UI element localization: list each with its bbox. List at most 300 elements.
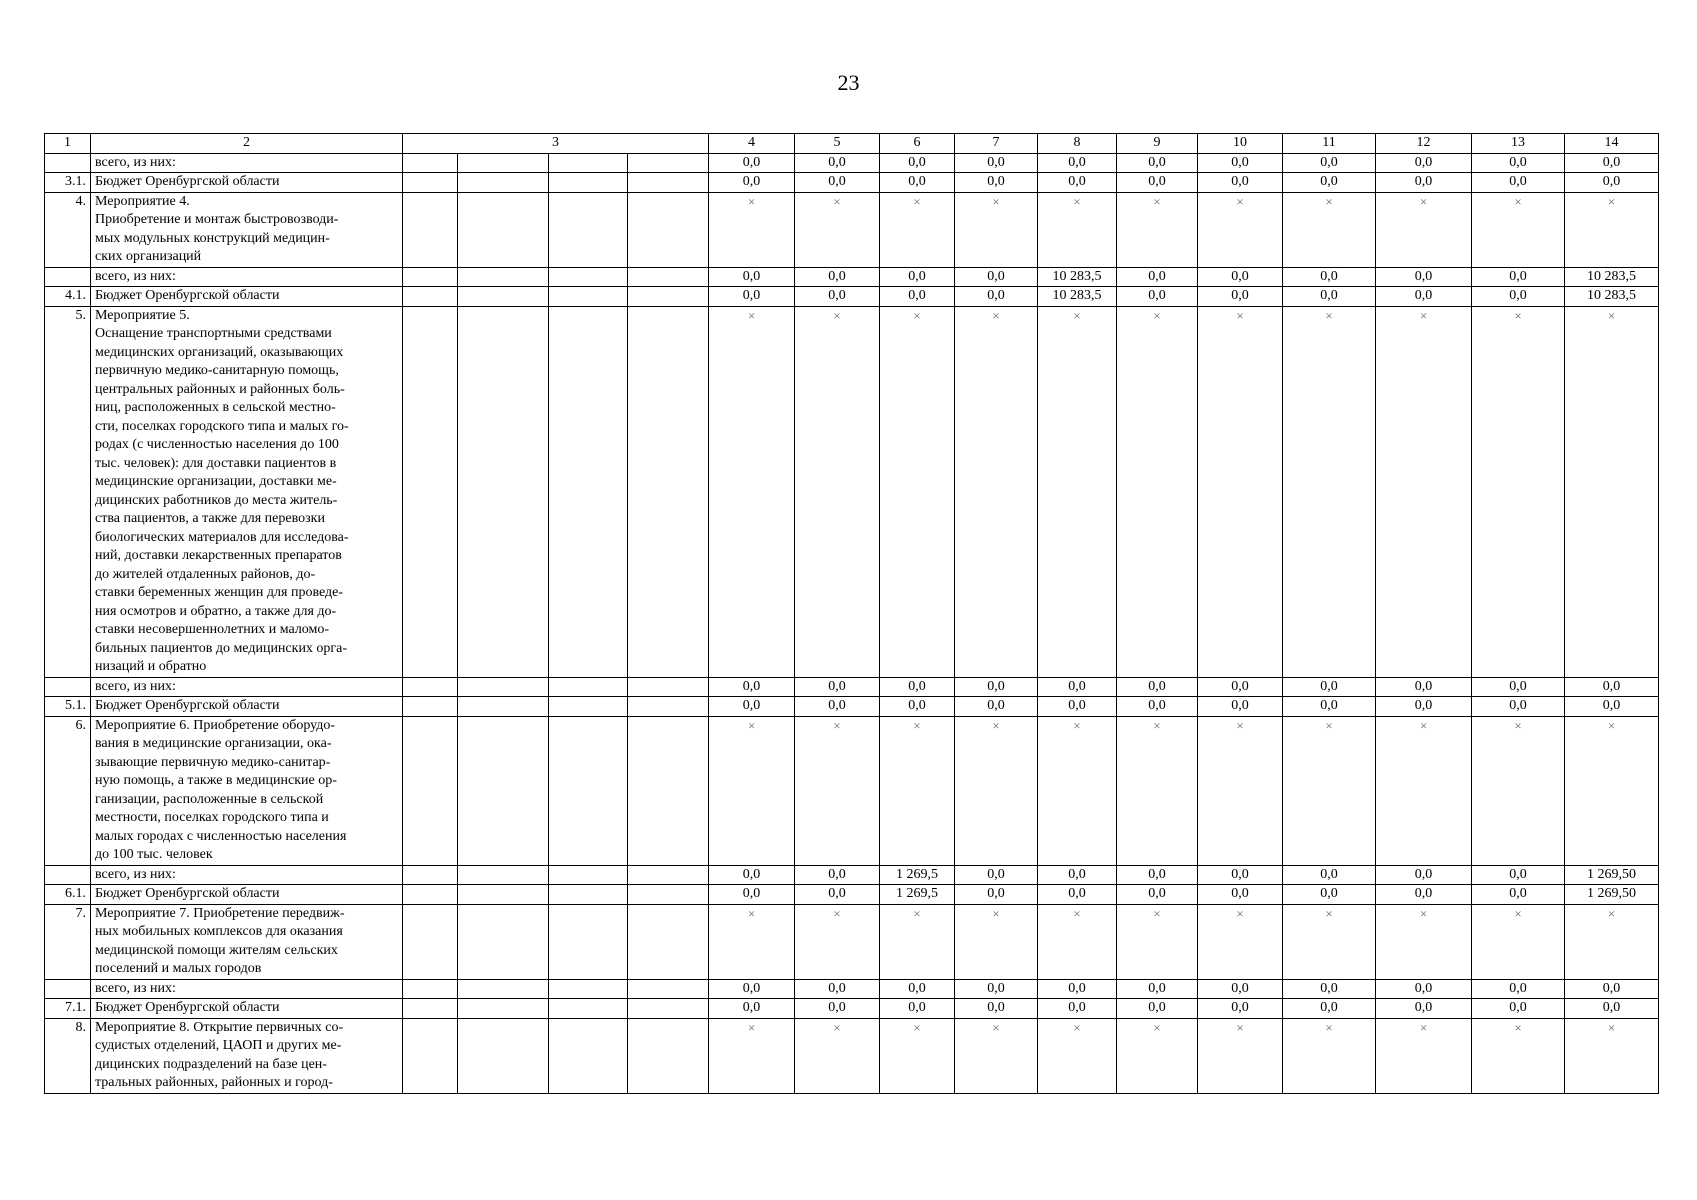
value-cell: 0,0	[1038, 173, 1117, 193]
value-cell: 0,0	[1198, 999, 1283, 1019]
value-cell: 0,0	[1283, 979, 1376, 999]
not-applicable-mark: ×	[1283, 904, 1376, 979]
table-row	[45, 677, 1659, 697]
value-cell: 0,0	[1376, 979, 1472, 999]
value-cell: 0,0	[1472, 999, 1565, 1019]
empty-cell	[628, 267, 709, 287]
value-cell: 0,0	[880, 979, 955, 999]
header-cell: 4	[709, 134, 795, 154]
empty-cell	[628, 306, 709, 677]
empty-cell	[458, 153, 549, 173]
header-cell: 9	[1117, 134, 1198, 154]
value-cell: 0,0	[1472, 697, 1565, 717]
event-description-line: поселений и малых городов	[95, 961, 262, 976]
value-cell: 0,0	[1117, 267, 1198, 287]
value-cell: 0,0	[955, 173, 1038, 193]
event-description-line: родах (с численностью населения до 100	[95, 437, 339, 452]
not-applicable-mark: ×	[1565, 1018, 1659, 1093]
event-description-line: тыс. человек): для доставки пациентов в	[95, 455, 337, 471]
value-cell: 0,0	[709, 999, 795, 1019]
value-cell: 0,0	[1283, 885, 1376, 905]
empty-cell	[628, 153, 709, 173]
table-row	[45, 979, 1659, 999]
row-number: 6.	[45, 716, 91, 865]
value-cell: 0,0	[1376, 865, 1472, 885]
event-description-line: Мероприятие 6. Приобретение оборудо-	[95, 717, 336, 733]
empty-cell	[403, 716, 458, 865]
not-applicable-mark: ×	[1283, 192, 1376, 267]
empty-cell	[549, 192, 628, 267]
not-applicable-mark: ×	[709, 306, 795, 677]
not-applicable-mark: ×	[1198, 1018, 1283, 1093]
value-cell: 0,0	[795, 153, 880, 173]
empty-cell	[549, 885, 628, 905]
row-number	[45, 979, 91, 999]
empty-cell	[458, 306, 549, 677]
value-cell: 0,0	[955, 697, 1038, 717]
value-cell: 0,0	[1117, 153, 1198, 173]
value-cell: 0,0	[795, 979, 880, 999]
empty-cell	[403, 173, 458, 193]
empty-cell	[458, 287, 549, 307]
not-applicable-mark: ×	[1283, 716, 1376, 865]
event-description-line: ния осмотров и обратно, а также для до-	[95, 603, 337, 619]
empty-cell	[403, 192, 458, 267]
event-description-line: ства пациентов, а также для перевозки	[95, 511, 325, 526]
not-applicable-mark: ×	[795, 306, 880, 677]
not-applicable-mark: ×	[880, 904, 955, 979]
empty-cell	[549, 677, 628, 697]
empty-cell	[549, 716, 628, 865]
event-description-line: Мероприятие 8. Открытие первичных со-	[95, 1019, 344, 1035]
value-cell: 0,0	[1376, 697, 1472, 717]
empty-cell	[628, 885, 709, 905]
value-cell: 0,0	[1117, 885, 1198, 905]
not-applicable-mark: ×	[1198, 306, 1283, 677]
value-cell: 0,0	[1565, 173, 1659, 193]
header-cell: 8	[1038, 134, 1117, 154]
empty-cell	[628, 1018, 709, 1093]
event-description-line: дицинских подразделений на базе цен-	[95, 1056, 327, 1072]
value-cell: 0,0	[880, 267, 955, 287]
row-number	[45, 865, 91, 885]
value-cell: 0,0	[1198, 979, 1283, 999]
not-applicable-mark: ×	[1565, 306, 1659, 677]
row-number	[45, 153, 91, 173]
table-row	[45, 306, 1659, 677]
value-cell: 0,0	[795, 677, 880, 697]
event-description	[91, 306, 403, 677]
event-description-line: Мероприятие 4.	[95, 193, 190, 209]
value-cell: 0,0	[880, 153, 955, 173]
value-cell: 0,0	[1038, 677, 1117, 697]
value-cell: 0,0	[1038, 979, 1117, 999]
header-cell: 5	[795, 134, 880, 154]
header-cell: 7	[955, 134, 1038, 154]
not-applicable-mark: ×	[1376, 716, 1472, 865]
table-row	[45, 153, 1659, 173]
value-cell: 0,0	[1283, 267, 1376, 287]
event-description-line: низаций и обратно	[95, 659, 207, 674]
event-description-line: Мероприятие 7. Приобретение передвиж-	[95, 905, 345, 921]
not-applicable-mark: ×	[1038, 192, 1117, 267]
not-applicable-mark: ×	[709, 192, 795, 267]
empty-cell	[403, 267, 458, 287]
value-cell: 0,0	[1283, 173, 1376, 193]
not-applicable-mark: ×	[955, 904, 1038, 979]
value-cell: 0,0	[1472, 885, 1565, 905]
header-cell: 3	[403, 134, 709, 154]
not-applicable-mark: ×	[955, 716, 1038, 865]
row-number: 3.1.	[45, 173, 91, 193]
not-applicable-mark: ×	[1198, 904, 1283, 979]
value-cell: 0,0	[795, 697, 880, 717]
empty-cell	[458, 697, 549, 717]
value-cell: 0,0	[709, 173, 795, 193]
not-applicable-mark: ×	[955, 192, 1038, 267]
value-cell: 0,0	[1376, 267, 1472, 287]
table-row	[45, 267, 1659, 287]
not-applicable-mark: ×	[1283, 306, 1376, 677]
table-row	[45, 865, 1659, 885]
value-cell: 10 283,5	[1565, 287, 1659, 307]
event-description-line: малых городах с численностью населения	[95, 828, 347, 844]
budget-table	[44, 133, 1659, 1094]
value-cell: 1 269,5	[880, 865, 955, 885]
row-number: 5.	[45, 306, 91, 677]
empty-cell	[403, 885, 458, 905]
value-cell: 0,0	[1472, 287, 1565, 307]
row-number: 5.1.	[45, 697, 91, 717]
value-cell: 0,0	[1117, 173, 1198, 193]
value-cell: 0,0	[709, 287, 795, 307]
empty-cell	[403, 904, 458, 979]
value-cell: 0,0	[709, 697, 795, 717]
not-applicable-mark: ×	[1038, 904, 1117, 979]
event-description-line: ских организаций	[95, 249, 202, 264]
event-description-line: ганизации, расположенные в сельской	[95, 791, 324, 807]
value-cell: 0,0	[1565, 677, 1659, 697]
header-cell: 13	[1472, 134, 1565, 154]
event-description	[91, 1018, 403, 1093]
table-row	[45, 173, 1659, 193]
event-description-line: Оснащение транспортными средствами	[95, 326, 332, 341]
empty-cell	[628, 865, 709, 885]
empty-cell	[403, 306, 458, 677]
value-cell: 0,0	[880, 677, 955, 697]
not-applicable-mark: ×	[795, 904, 880, 979]
not-applicable-mark: ×	[1198, 716, 1283, 865]
value-cell: 1 269,50	[1565, 885, 1659, 905]
value-cell: 0,0	[1283, 287, 1376, 307]
value-cell: 0,0	[1038, 697, 1117, 717]
event-description-line: ний, доставки лекарственных препаратов	[95, 548, 342, 563]
header-cell: 10	[1198, 134, 1283, 154]
empty-cell	[403, 697, 458, 717]
empty-cell	[628, 904, 709, 979]
value-cell: 0,0	[1283, 865, 1376, 885]
not-applicable-mark: ×	[880, 1018, 955, 1093]
budget-source-label: Бюджет Оренбургской области	[91, 999, 403, 1019]
value-cell: 0,0	[955, 999, 1038, 1019]
value-cell: 0,0	[1117, 287, 1198, 307]
not-applicable-mark: ×	[1198, 192, 1283, 267]
not-applicable-mark: ×	[795, 1018, 880, 1093]
event-description-line: сти, поселках городского типа и малых го-	[95, 418, 349, 434]
event-description-line: мых модульных конструкций медицин-	[95, 230, 330, 246]
row-number: 6.1.	[45, 885, 91, 905]
value-cell: 0,0	[709, 979, 795, 999]
row-number: 4.	[45, 192, 91, 267]
row-number	[45, 677, 91, 697]
event-description-line: ставки беременных женщин для проведе-	[95, 585, 344, 600]
event-description-line: тральных районных, районных и город-	[95, 1075, 333, 1090]
table-row	[45, 904, 1659, 979]
value-cell: 0,0	[1472, 153, 1565, 173]
total-label: всего, из них:	[91, 153, 403, 173]
event-description	[91, 904, 403, 979]
value-cell: 0,0	[880, 287, 955, 307]
empty-cell	[549, 979, 628, 999]
value-cell: 0,0	[955, 677, 1038, 697]
event-description-line: Мероприятие 5.	[95, 307, 190, 323]
event-description-line: ниц, расположенных в сельской местно-	[95, 400, 336, 415]
empty-cell	[403, 677, 458, 697]
value-cell: 0,0	[795, 885, 880, 905]
budget-source-label: Бюджет Оренбургской области	[91, 287, 403, 307]
empty-cell	[458, 173, 549, 193]
value-cell: 0,0	[1283, 677, 1376, 697]
empty-cell	[458, 716, 549, 865]
empty-cell	[403, 979, 458, 999]
row-number: 4.1.	[45, 287, 91, 307]
not-applicable-mark: ×	[1038, 1018, 1117, 1093]
not-applicable-mark: ×	[1565, 716, 1659, 865]
empty-cell	[549, 1018, 628, 1093]
row-number	[45, 267, 91, 287]
empty-cell	[549, 697, 628, 717]
event-description-line: медицинской помощи жителям сельских	[95, 942, 338, 958]
empty-cell	[403, 1018, 458, 1093]
value-cell: 0,0	[880, 999, 955, 1019]
value-cell: 0,0	[709, 267, 795, 287]
event-description-line: медицинские организации, доставки ме-	[95, 474, 337, 489]
not-applicable-mark: ×	[1038, 306, 1117, 677]
table-row	[45, 697, 1659, 717]
event-description	[91, 192, 403, 267]
not-applicable-mark: ×	[709, 716, 795, 865]
value-cell: 0,0	[795, 173, 880, 193]
value-cell: 0,0	[1198, 267, 1283, 287]
row-number: 7.	[45, 904, 91, 979]
value-cell: 0,0	[795, 267, 880, 287]
not-applicable-mark: ×	[1472, 1018, 1565, 1093]
not-applicable-mark: ×	[1283, 1018, 1376, 1093]
not-applicable-mark: ×	[1472, 306, 1565, 677]
value-cell: 0,0	[880, 697, 955, 717]
empty-cell	[458, 999, 549, 1019]
empty-cell	[628, 173, 709, 193]
not-applicable-mark: ×	[880, 192, 955, 267]
event-description-line: первичную медико-санитарную помощь,	[95, 363, 339, 378]
value-cell: 1 269,50	[1565, 865, 1659, 885]
empty-cell	[403, 153, 458, 173]
value-cell: 0,0	[955, 979, 1038, 999]
value-cell: 0,0	[709, 885, 795, 905]
value-cell: 0,0	[1472, 979, 1565, 999]
value-cell: 0,0	[1038, 885, 1117, 905]
value-cell: 0,0	[1117, 697, 1198, 717]
budget-source-label: Бюджет Оренбургской области	[91, 173, 403, 193]
table-row	[45, 1018, 1659, 1093]
page-number: 23	[837, 70, 860, 95]
value-cell: 0,0	[1376, 153, 1472, 173]
not-applicable-mark: ×	[1565, 192, 1659, 267]
not-applicable-mark: ×	[1117, 904, 1198, 979]
event-description-line: ставки несовершеннолетних и маломо-	[95, 622, 330, 637]
event-description-line: местности, поселках городского типа и	[95, 810, 329, 825]
total-label: всего, из них:	[91, 677, 403, 697]
value-cell: 0,0	[1376, 287, 1472, 307]
event-description-line: бильных пациентов до медицинских орга-	[95, 640, 348, 656]
value-cell: 0,0	[1472, 173, 1565, 193]
empty-cell	[549, 999, 628, 1019]
value-cell: 0,0	[1376, 677, 1472, 697]
not-applicable-mark: ×	[1565, 904, 1659, 979]
empty-cell	[403, 865, 458, 885]
empty-cell	[458, 1018, 549, 1093]
value-cell: 0,0	[795, 999, 880, 1019]
not-applicable-mark: ×	[1117, 192, 1198, 267]
empty-cell	[628, 716, 709, 865]
total-label: всего, из них:	[91, 267, 403, 287]
not-applicable-mark: ×	[1376, 904, 1472, 979]
empty-cell	[549, 267, 628, 287]
not-applicable-mark: ×	[955, 306, 1038, 677]
value-cell: 0,0	[1376, 885, 1472, 905]
value-cell: 0,0	[1117, 677, 1198, 697]
empty-cell	[628, 192, 709, 267]
value-cell: 0,0	[1472, 677, 1565, 697]
empty-cell	[458, 267, 549, 287]
event-description-line: судистых отделений, ЦАОП и других ме-	[95, 1038, 342, 1053]
header-cell: 12	[1376, 134, 1472, 154]
event-description-line: зывающие первичную медико-санитар-	[95, 754, 331, 770]
value-cell: 0,0	[955, 865, 1038, 885]
not-applicable-mark: ×	[1117, 1018, 1198, 1093]
not-applicable-mark: ×	[1038, 716, 1117, 865]
value-cell: 0,0	[955, 885, 1038, 905]
empty-cell	[458, 885, 549, 905]
event-description-line: ную помощь, а также в медицинские ор-	[95, 773, 337, 788]
not-applicable-mark: ×	[795, 192, 880, 267]
event-description-line: вания в медицинские организации, ока-	[95, 736, 332, 751]
value-cell: 0,0	[795, 287, 880, 307]
not-applicable-mark: ×	[880, 716, 955, 865]
event-description-line: медицинских организаций, оказывающих	[95, 344, 344, 360]
value-cell: 0,0	[1198, 885, 1283, 905]
table-row	[45, 716, 1659, 865]
header-cell: 1	[45, 134, 91, 154]
not-applicable-mark: ×	[709, 1018, 795, 1093]
not-applicable-mark: ×	[1117, 306, 1198, 677]
value-cell: 0,0	[1565, 999, 1659, 1019]
table-row	[45, 999, 1659, 1019]
event-description-line: Приобретение и монтаж быстровозводи-	[95, 212, 339, 227]
event-description-line: биологических материалов для исследова-	[95, 529, 349, 545]
value-cell: 0,0	[1117, 865, 1198, 885]
empty-cell	[549, 306, 628, 677]
event-description-line: ных мобильных комплексов для оказания	[95, 924, 343, 939]
row-number: 7.1.	[45, 999, 91, 1019]
empty-cell	[403, 999, 458, 1019]
value-cell: 0,0	[955, 287, 1038, 307]
not-applicable-mark: ×	[1376, 1018, 1472, 1093]
event-description-line: до жителей отдаленных районов, до-	[95, 566, 316, 582]
empty-cell	[458, 979, 549, 999]
value-cell: 0,0	[1283, 999, 1376, 1019]
value-cell: 0,0	[1565, 697, 1659, 717]
empty-cell	[458, 904, 549, 979]
value-cell: 0,0	[1117, 999, 1198, 1019]
empty-cell	[458, 865, 549, 885]
not-applicable-mark: ×	[955, 1018, 1038, 1093]
header-cell: 2	[91, 134, 403, 154]
value-cell: 0,0	[709, 865, 795, 885]
value-cell: 0,0	[1472, 267, 1565, 287]
empty-cell	[549, 153, 628, 173]
table-row	[45, 287, 1659, 307]
value-cell: 0,0	[955, 153, 1038, 173]
not-applicable-mark: ×	[1376, 306, 1472, 677]
empty-cell	[628, 979, 709, 999]
empty-cell	[549, 904, 628, 979]
not-applicable-mark: ×	[1472, 904, 1565, 979]
budget-source-label: Бюджет Оренбургской области	[91, 697, 403, 717]
value-cell: 0,0	[1283, 697, 1376, 717]
value-cell: 0,0	[1376, 999, 1472, 1019]
value-cell: 0,0	[880, 173, 955, 193]
value-cell: 1 269,5	[880, 885, 955, 905]
value-cell: 0,0	[1198, 173, 1283, 193]
not-applicable-mark: ×	[1472, 192, 1565, 267]
value-cell: 10 283,5	[1565, 267, 1659, 287]
value-cell: 0,0	[1198, 677, 1283, 697]
value-cell: 0,0	[1565, 153, 1659, 173]
value-cell: 0,0	[1038, 153, 1117, 173]
empty-cell	[628, 697, 709, 717]
value-cell: 0,0	[1472, 865, 1565, 885]
empty-cell	[458, 677, 549, 697]
value-cell: 0,0	[955, 267, 1038, 287]
header-row	[45, 134, 1659, 154]
empty-cell	[628, 999, 709, 1019]
value-cell: 0,0	[1376, 173, 1472, 193]
not-applicable-mark: ×	[795, 716, 880, 865]
header-cell: 11	[1283, 134, 1376, 154]
empty-cell	[628, 677, 709, 697]
value-cell: 0,0	[1198, 865, 1283, 885]
empty-cell	[549, 173, 628, 193]
header-cell: 14	[1565, 134, 1659, 154]
budget-source-label: Бюджет Оренбургской области	[91, 885, 403, 905]
not-applicable-mark: ×	[1117, 716, 1198, 865]
header-cell: 6	[880, 134, 955, 154]
event-description-line: дицинских работников до места житель-	[95, 492, 338, 508]
empty-cell	[549, 287, 628, 307]
empty-cell	[403, 287, 458, 307]
empty-cell	[628, 287, 709, 307]
